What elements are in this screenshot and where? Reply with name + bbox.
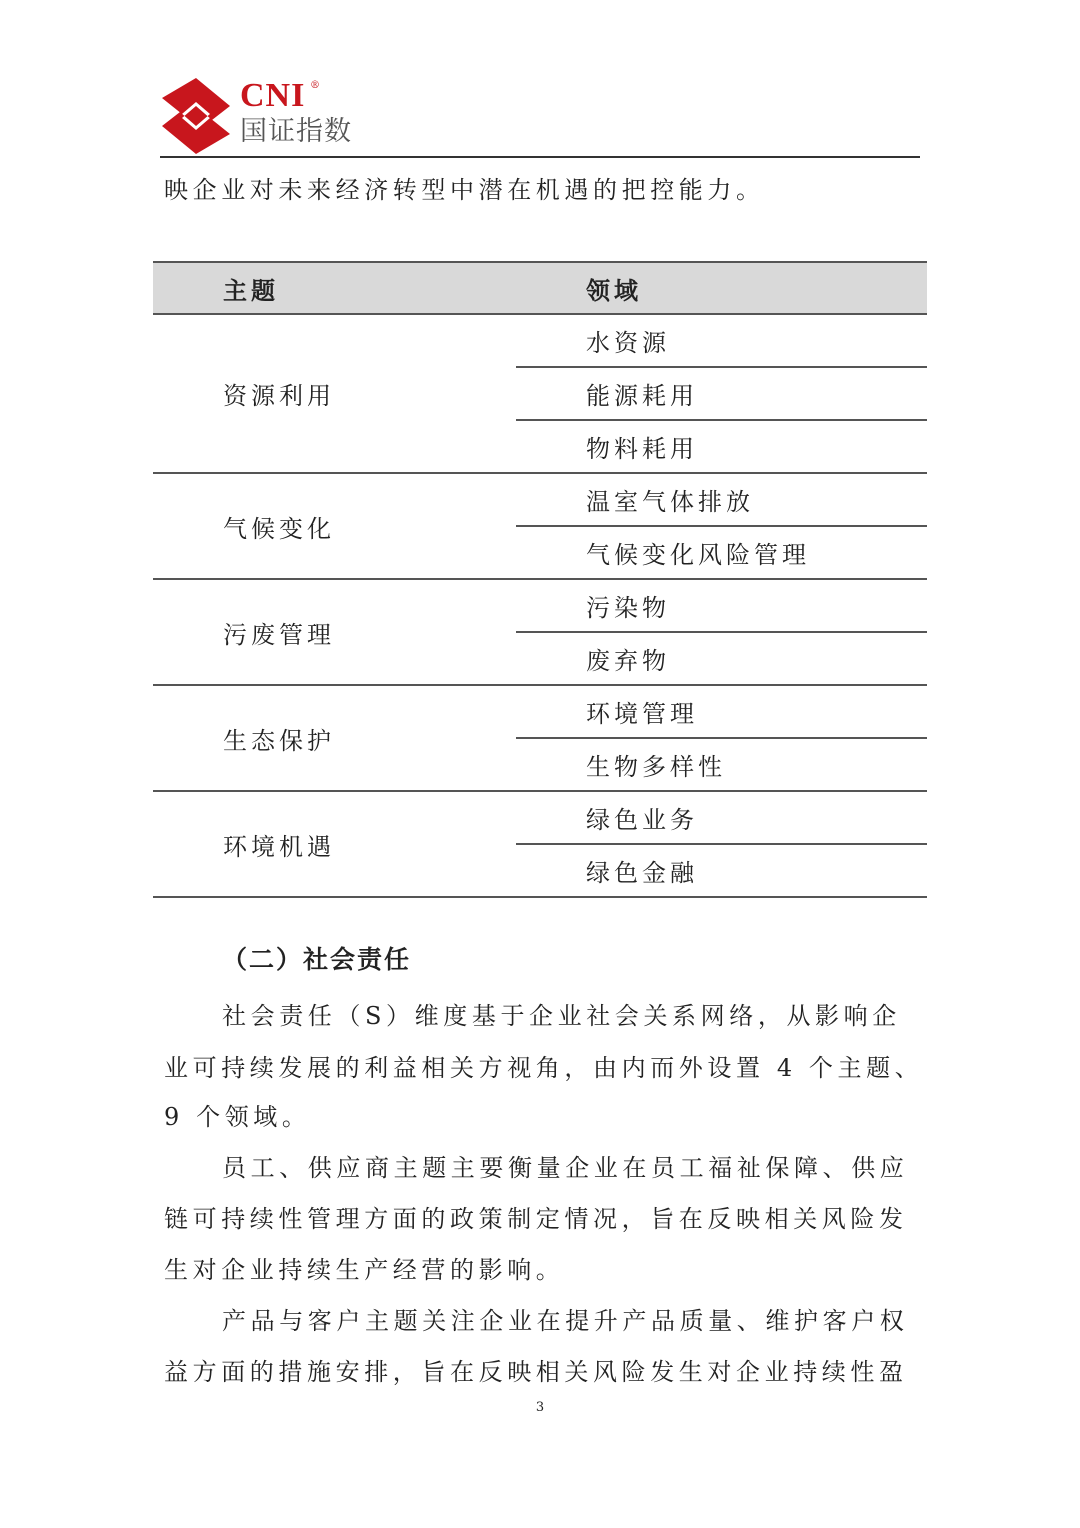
cni-logo (160, 76, 360, 156)
page-number: 3 (535, 1400, 545, 1415)
table-header-row (153, 262, 927, 314)
field-cell: 生物多样性 (516, 738, 927, 791)
header-topic: 主题 (153, 262, 516, 314)
logo-text-cn: 国证指数 (240, 116, 352, 147)
environment-topics-table (153, 261, 927, 898)
field-cell: 水资源 (516, 314, 927, 367)
table-row (153, 579, 927, 632)
table-row (153, 791, 927, 844)
paragraph-line: 业可持续发展的利益相关方视角，由内而外设置 4 个主题、 (164, 1054, 924, 1082)
section-heading: （二）社会责任 (222, 945, 412, 974)
table-row (153, 685, 927, 738)
paragraph-line: 益方面的措施安排，旨在反映相关风险发生对企业持续性盈 (164, 1358, 908, 1386)
table-row (153, 314, 927, 367)
field-cell: 污染物 (516, 579, 927, 632)
paragraph-line: 9 个领域。 (164, 1103, 311, 1131)
logo-text-en: CNI (240, 77, 306, 114)
topic-cell: 资源利用 (153, 314, 516, 473)
topic-cell: 生态保护 (153, 685, 516, 791)
paragraph-line: 生对企业持续生产经营的影响。 (164, 1256, 565, 1284)
topic-cell: 气候变化 (153, 473, 516, 579)
intro-line: 映企业对未来经济转型中潜在机遇的把控能力。 (164, 176, 765, 204)
field-cell: 物料耗用 (516, 420, 927, 473)
table-row (153, 473, 927, 526)
header-field: 领域 (516, 262, 927, 314)
header-divider (160, 156, 920, 158)
field-cell: 废弃物 (516, 632, 927, 685)
paragraph-line: 产品与客户主题关注企业在提升产品质量、维护客户权 (222, 1307, 909, 1335)
topic-cell: 污废管理 (153, 579, 516, 685)
cni-logo-mark-icon (160, 76, 232, 156)
topic-cell: 环境机遇 (153, 791, 516, 897)
field-cell: 气候变化风险管理 (516, 526, 927, 579)
field-cell: 环境管理 (516, 685, 927, 738)
field-cell: 能源耗用 (516, 367, 927, 420)
field-cell: 绿色金融 (516, 844, 927, 897)
registered-mark: ® (310, 80, 320, 91)
field-cell: 绿色业务 (516, 791, 927, 844)
field-cell: 温室气体排放 (516, 473, 927, 526)
paragraph-line: 社会责任（S）维度基于企业社会关系网络，从影响企 (222, 1002, 901, 1030)
paragraph-line: 链可持续性管理方面的政策制定情况，旨在反映相关风险发 (164, 1205, 908, 1233)
paragraph-line: 员工、供应商主题主要衡量企业在员工福祉保障、供应 (222, 1154, 909, 1182)
